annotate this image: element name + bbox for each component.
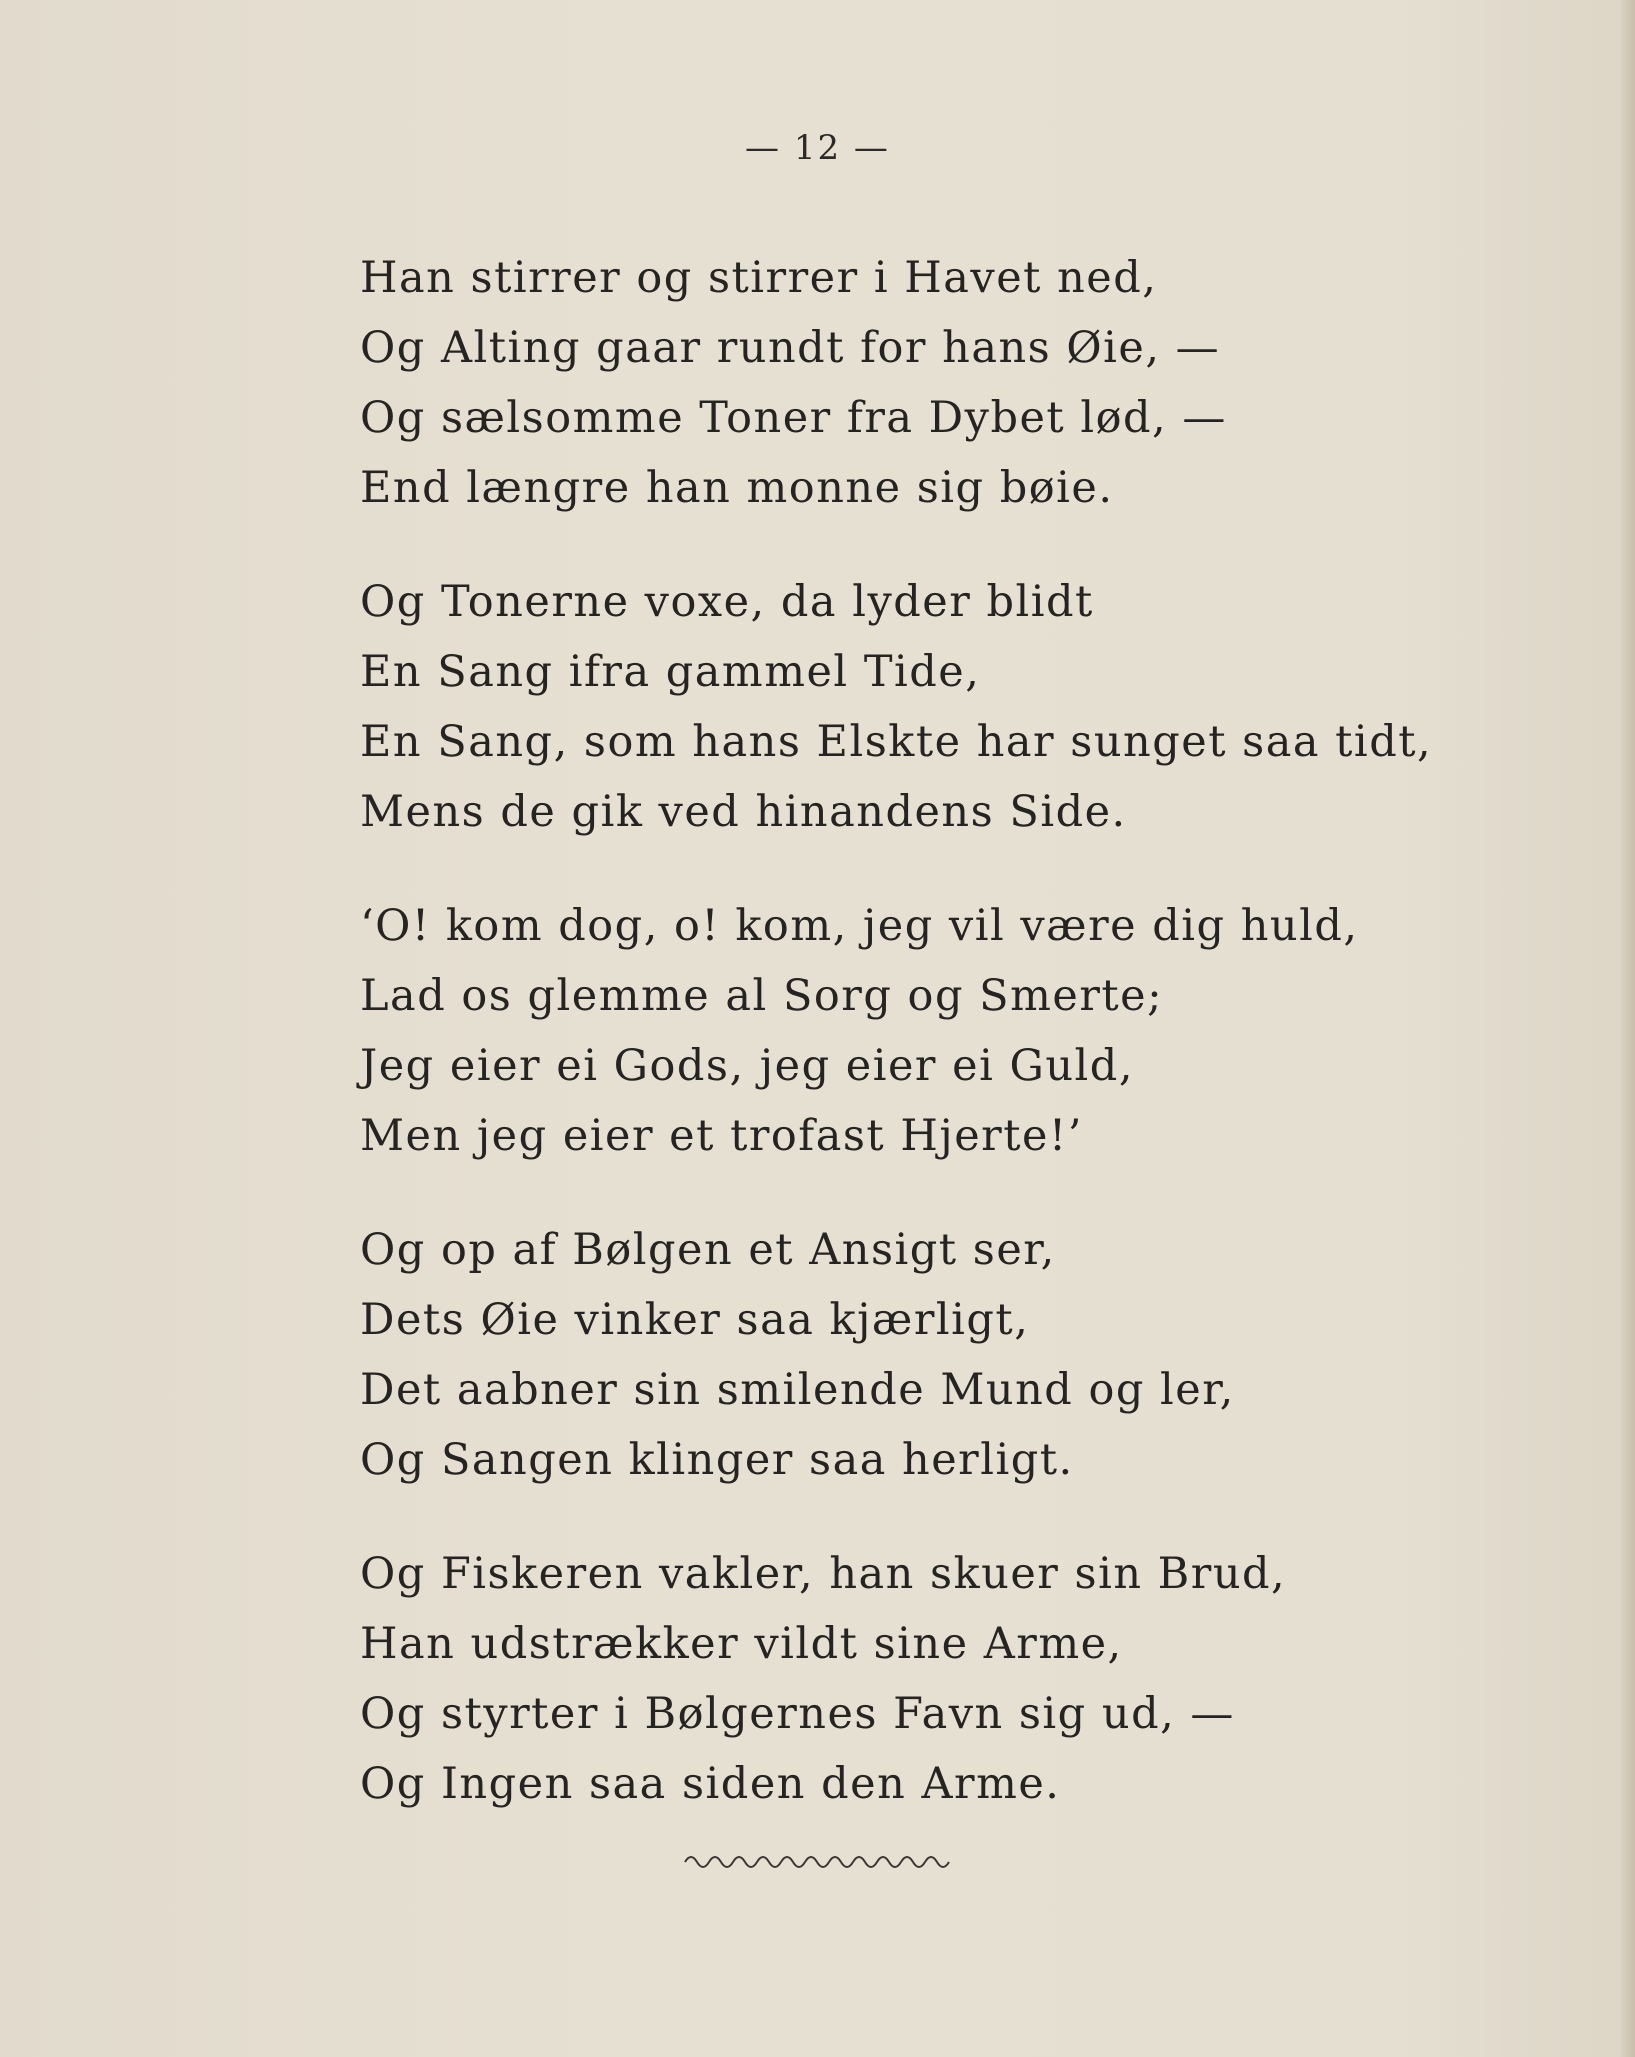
poem-line: Dets Øie vinker saa kjærligt, xyxy=(360,1295,1030,1345)
ornament-svg xyxy=(683,1850,953,1870)
stanza-4 xyxy=(360,1215,1520,1495)
wavy-rule-ornament-icon xyxy=(0,1850,1635,1875)
poem-line: Han udstrækker vildt sine Arme, xyxy=(360,1619,1123,1669)
poem-line: Lad os glemme al Sorg og Smerte; xyxy=(360,971,1164,1021)
poem-line: Og Sangen klinger saa herligt. xyxy=(360,1435,1074,1485)
poem-line: Han stirrer og stirrer i Havet ned, xyxy=(360,253,1158,303)
poem-line: En Sang ifra gammel Tide, xyxy=(360,647,981,697)
poem-line: Jeg eier ei Gods, jeg eier ei Guld, xyxy=(360,1041,1134,1091)
stanza-2 xyxy=(360,567,1520,847)
poem-line: Og op af Bølgen et Ansigt ser, xyxy=(360,1225,1056,1275)
poem-body xyxy=(360,243,1520,1863)
poem-line: Og styrter i Bølgernes Favn sig ud, — xyxy=(360,1689,1235,1739)
poem-line: Og Alting gaar rundt for hans Øie, — xyxy=(360,323,1221,373)
poem-line: Men jeg eier et trofast Hjerte!’ xyxy=(360,1111,1083,1161)
page-number: — 12 — xyxy=(745,128,890,168)
stanza-1 xyxy=(360,243,1520,523)
poem-line: Og Ingen saa siden den Arme. xyxy=(360,1759,1061,1809)
stanza-5 xyxy=(360,1539,1520,1819)
poem-line: Og sælsomme Toner fra Dybet lød, — xyxy=(360,393,1227,443)
poem-line: Og Tonerne voxe, da lyder blidt xyxy=(360,577,1094,627)
poem-line: Mens de gik ved hinandens Side. xyxy=(360,787,1127,837)
poem-line: Det aabner sin smilende Mund og ler, xyxy=(360,1365,1235,1415)
poem-line: En Sang, som hans Elskte har sunget saa tidt, xyxy=(360,717,1433,767)
poem-line: Og Fiskeren vakler, han skuer sin Brud, xyxy=(360,1549,1287,1599)
poem-line: ‘O! kom dog, o! kom, jeg vil være dig huld, xyxy=(360,901,1359,951)
poem-line: End længre han monne sig bøie. xyxy=(360,463,1114,513)
page-edge xyxy=(1621,0,1635,2057)
stanza-3 xyxy=(360,891,1520,1171)
